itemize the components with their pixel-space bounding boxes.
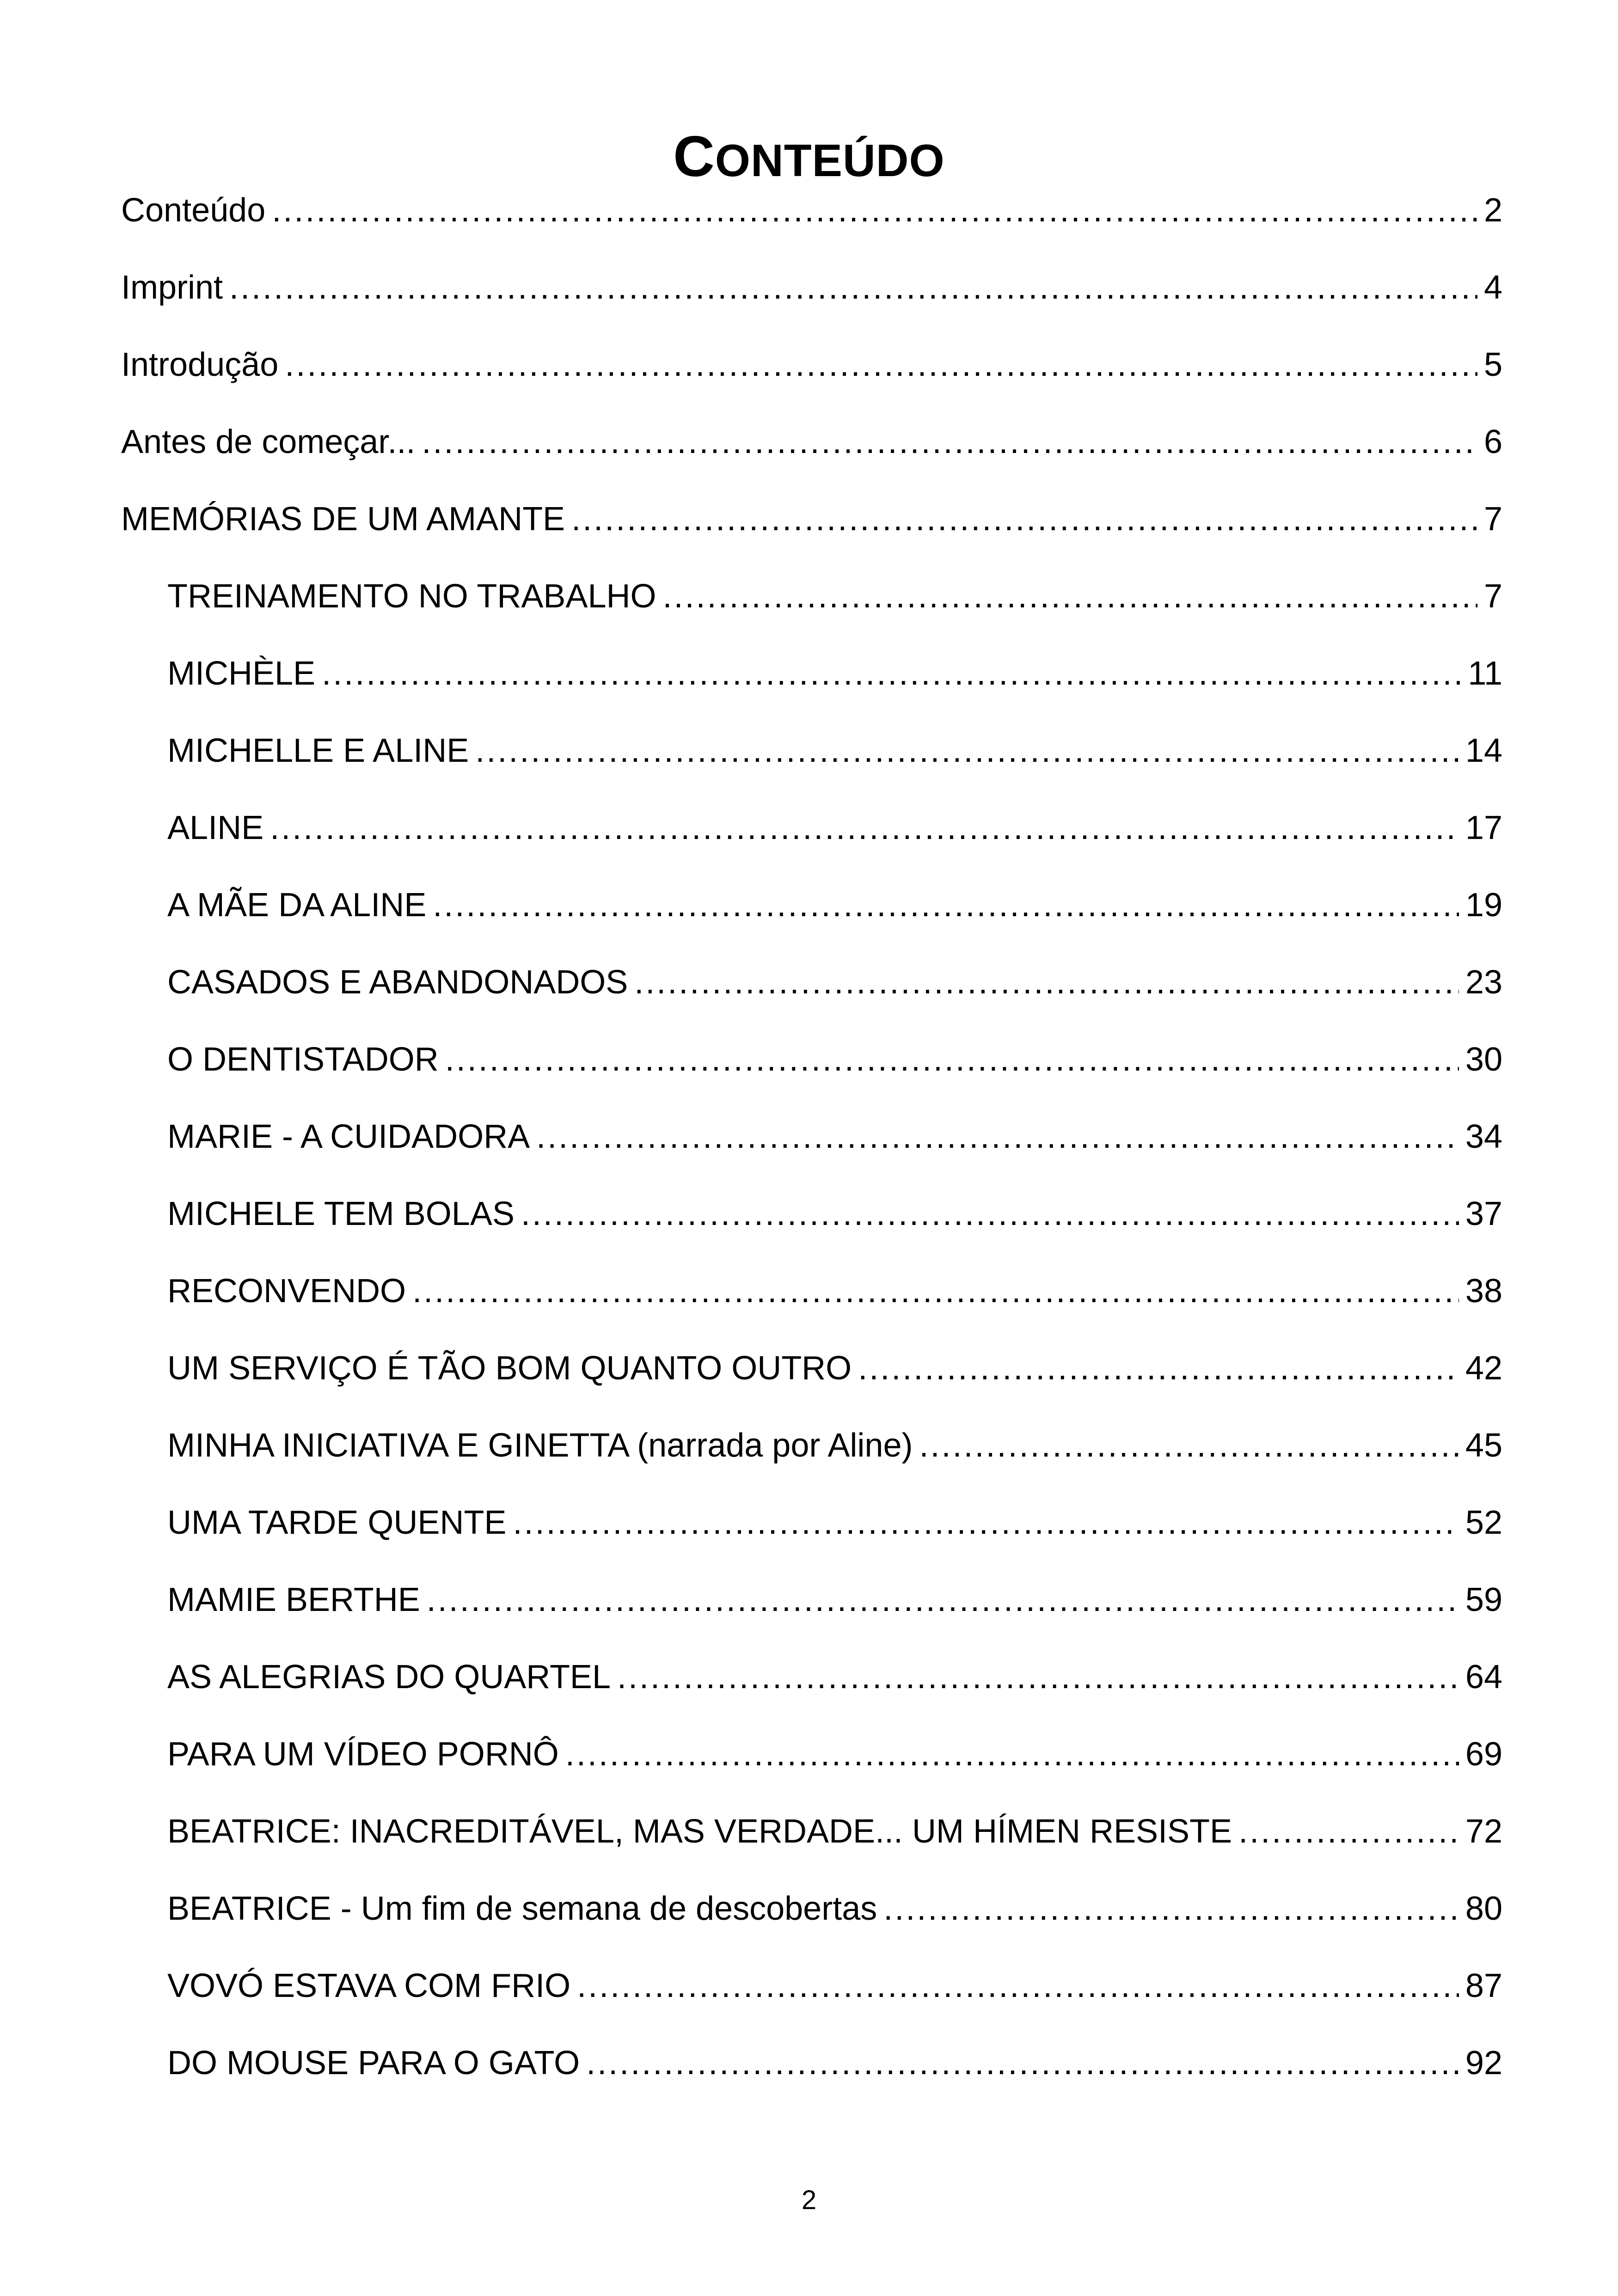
page-title-initial: C bbox=[673, 125, 715, 189]
toc-entry[interactable] bbox=[121, 416, 1502, 467]
toc-entry[interactable] bbox=[167, 1883, 1502, 1934]
toc-entry-title: A MÃE DA ALINE bbox=[167, 887, 427, 924]
toc-dot-leader bbox=[586, 2038, 1459, 2088]
toc-entry[interactable] bbox=[167, 957, 1502, 1008]
toc-entry-page: 17 bbox=[1465, 809, 1502, 846]
toc-dot-leader bbox=[919, 1420, 1459, 1471]
toc-entry-title: PARA UM VÍDEO PORNÔ bbox=[167, 1736, 559, 1773]
toc-dot-leader bbox=[433, 880, 1459, 931]
toc-dot-leader bbox=[571, 494, 1477, 545]
toc-dot-leader bbox=[513, 1497, 1459, 1548]
toc-entry-title: Conteúdo bbox=[121, 192, 266, 229]
toc-entry-page: 64 bbox=[1465, 1659, 1502, 1696]
toc-dot-leader bbox=[565, 1729, 1459, 1780]
toc-entry-title: MICHELE TEM BOLAS bbox=[167, 1195, 515, 1232]
toc-entry[interactable] bbox=[167, 1420, 1502, 1471]
toc-entry-title: UMA TARDE QUENTE bbox=[167, 1504, 507, 1541]
toc-entry-title: MARIE - A CUIDADORA bbox=[167, 1118, 530, 1155]
toc-entry[interactable] bbox=[167, 1806, 1502, 1857]
toc-entry-title: TREINAMENTO NO TRABALHO bbox=[167, 578, 656, 615]
toc-entry[interactable] bbox=[167, 725, 1502, 776]
toc-entry-page: 14 bbox=[1465, 732, 1502, 769]
toc-entry-title: BEATRICE: INACREDITÁVEL, MAS VERDADE... UM HÍMEN RESISTE bbox=[167, 1813, 1232, 1850]
page-number: 2 bbox=[801, 2185, 817, 2215]
toc-dot-leader bbox=[322, 648, 1461, 699]
toc-dot-leader bbox=[521, 1188, 1459, 1239]
toc-dot-leader bbox=[617, 1652, 1459, 1702]
toc-dot-leader bbox=[858, 1343, 1459, 1394]
toc-entry-page: 42 bbox=[1465, 1350, 1502, 1387]
toc-entry-title: MAMIE BERTHE bbox=[167, 1581, 420, 1618]
toc-entry[interactable] bbox=[167, 1497, 1502, 1548]
toc-entry[interactable] bbox=[167, 1343, 1502, 1394]
page-title bbox=[0, 122, 1618, 195]
toc-entry[interactable] bbox=[167, 2038, 1502, 2088]
toc-entry-page: 80 bbox=[1465, 1890, 1502, 1927]
toc-entry[interactable] bbox=[167, 571, 1502, 622]
toc-entry[interactable] bbox=[167, 1266, 1502, 1316]
toc-entry[interactable] bbox=[121, 339, 1502, 390]
toc-entry-title: BEATRICE - Um fim de semana de descobertas bbox=[167, 1890, 877, 1927]
toc-dot-leader bbox=[270, 802, 1459, 853]
toc-entry-page: 34 bbox=[1465, 1118, 1502, 1155]
toc-entry-page: 5 bbox=[1483, 346, 1502, 383]
toc-entry-title: UM SERVIÇO É TÃO BOM QUANTO OUTRO bbox=[167, 1350, 852, 1387]
toc-dot-leader bbox=[577, 1960, 1459, 2011]
toc-dot-leader bbox=[883, 1883, 1459, 1934]
toc-entry[interactable] bbox=[167, 880, 1502, 931]
toc-dot-leader bbox=[475, 725, 1459, 776]
toc-entry-title: VOVÓ ESTAVA COM FRIO bbox=[167, 1967, 571, 2004]
toc-entry[interactable] bbox=[167, 1111, 1502, 1162]
toc-entry-page: 52 bbox=[1465, 1504, 1502, 1541]
toc-entry-title: DO MOUSE PARA O GATO bbox=[167, 2045, 580, 2082]
toc-entry[interactable] bbox=[167, 1574, 1502, 1625]
toc-entry-page: 37 bbox=[1465, 1195, 1502, 1232]
toc-entry-page: 6 bbox=[1483, 423, 1502, 460]
toc-entry-page: 4 bbox=[1483, 269, 1502, 306]
toc-dot-leader bbox=[422, 416, 1477, 467]
toc-dot-leader bbox=[1238, 1806, 1459, 1857]
toc-entry-page: 92 bbox=[1465, 2045, 1502, 2082]
toc-entry-title: MEMÓRIAS DE UM AMANTE bbox=[121, 501, 565, 538]
toc-entry[interactable] bbox=[167, 1960, 1502, 2011]
toc-dot-leader bbox=[285, 339, 1477, 390]
toc-entry-title: Introdução bbox=[121, 346, 279, 383]
toc-entry[interactable] bbox=[167, 1652, 1502, 1702]
toc-entry[interactable] bbox=[121, 262, 1502, 313]
toc-entry[interactable] bbox=[121, 494, 1502, 545]
toc-entry-page: 19 bbox=[1465, 887, 1502, 924]
toc-dot-leader bbox=[663, 571, 1477, 622]
toc-entry-page: 2 bbox=[1483, 192, 1502, 229]
page-title-rest: ONTEÚDO bbox=[715, 135, 945, 186]
toc-entry-page: 72 bbox=[1465, 1813, 1502, 1850]
toc-entry-title: RECONVENDO bbox=[167, 1273, 406, 1310]
toc-entry-page: 30 bbox=[1465, 1041, 1502, 1078]
toc-entry[interactable] bbox=[167, 802, 1502, 853]
toc-entry-title: AS ALEGRIAS DO QUARTEL bbox=[167, 1659, 611, 1696]
toc-entry[interactable] bbox=[121, 185, 1502, 236]
toc-entry-title: MINHA INICIATIVA E GINETTA (narrada por Aline) bbox=[167, 1427, 913, 1464]
toc-dot-leader bbox=[536, 1111, 1459, 1162]
toc-dot-leader bbox=[427, 1574, 1459, 1625]
toc-entry-title: MICHELLE E ALINE bbox=[167, 732, 469, 769]
toc-entry[interactable] bbox=[167, 648, 1502, 699]
toc-entry-title: MICHÈLE bbox=[167, 655, 316, 692]
toc-entry-page: 87 bbox=[1465, 1967, 1502, 2004]
toc-entry-page: 69 bbox=[1465, 1736, 1502, 1773]
toc-entry-page: 38 bbox=[1465, 1273, 1502, 1310]
toc-entry-page: 7 bbox=[1483, 578, 1502, 615]
toc-entry-title: O DENTISTADOR bbox=[167, 1041, 439, 1078]
toc-entry-title: Antes de começar... bbox=[121, 423, 416, 460]
toc-entry-page: 59 bbox=[1465, 1581, 1502, 1618]
toc-entry-title: CASADOS E ABANDONADOS bbox=[167, 964, 628, 1001]
toc-entry-page: 23 bbox=[1465, 964, 1502, 1001]
toc-dot-leader bbox=[229, 262, 1477, 313]
toc-entry[interactable] bbox=[167, 1034, 1502, 1085]
toc-entry-page: 45 bbox=[1465, 1427, 1502, 1464]
toc-entry-title: ALINE bbox=[167, 809, 264, 846]
toc-dot-leader bbox=[272, 185, 1477, 236]
toc-entry[interactable] bbox=[167, 1729, 1502, 1780]
toc-dot-leader bbox=[634, 957, 1459, 1008]
toc-entry[interactable] bbox=[167, 1188, 1502, 1239]
toc-dot-leader bbox=[445, 1034, 1459, 1085]
toc-entry-page: 11 bbox=[1468, 655, 1502, 692]
toc-entry-page: 7 bbox=[1483, 501, 1502, 538]
toc-entry-title: Imprint bbox=[121, 269, 223, 306]
toc-dot-leader bbox=[412, 1266, 1459, 1316]
